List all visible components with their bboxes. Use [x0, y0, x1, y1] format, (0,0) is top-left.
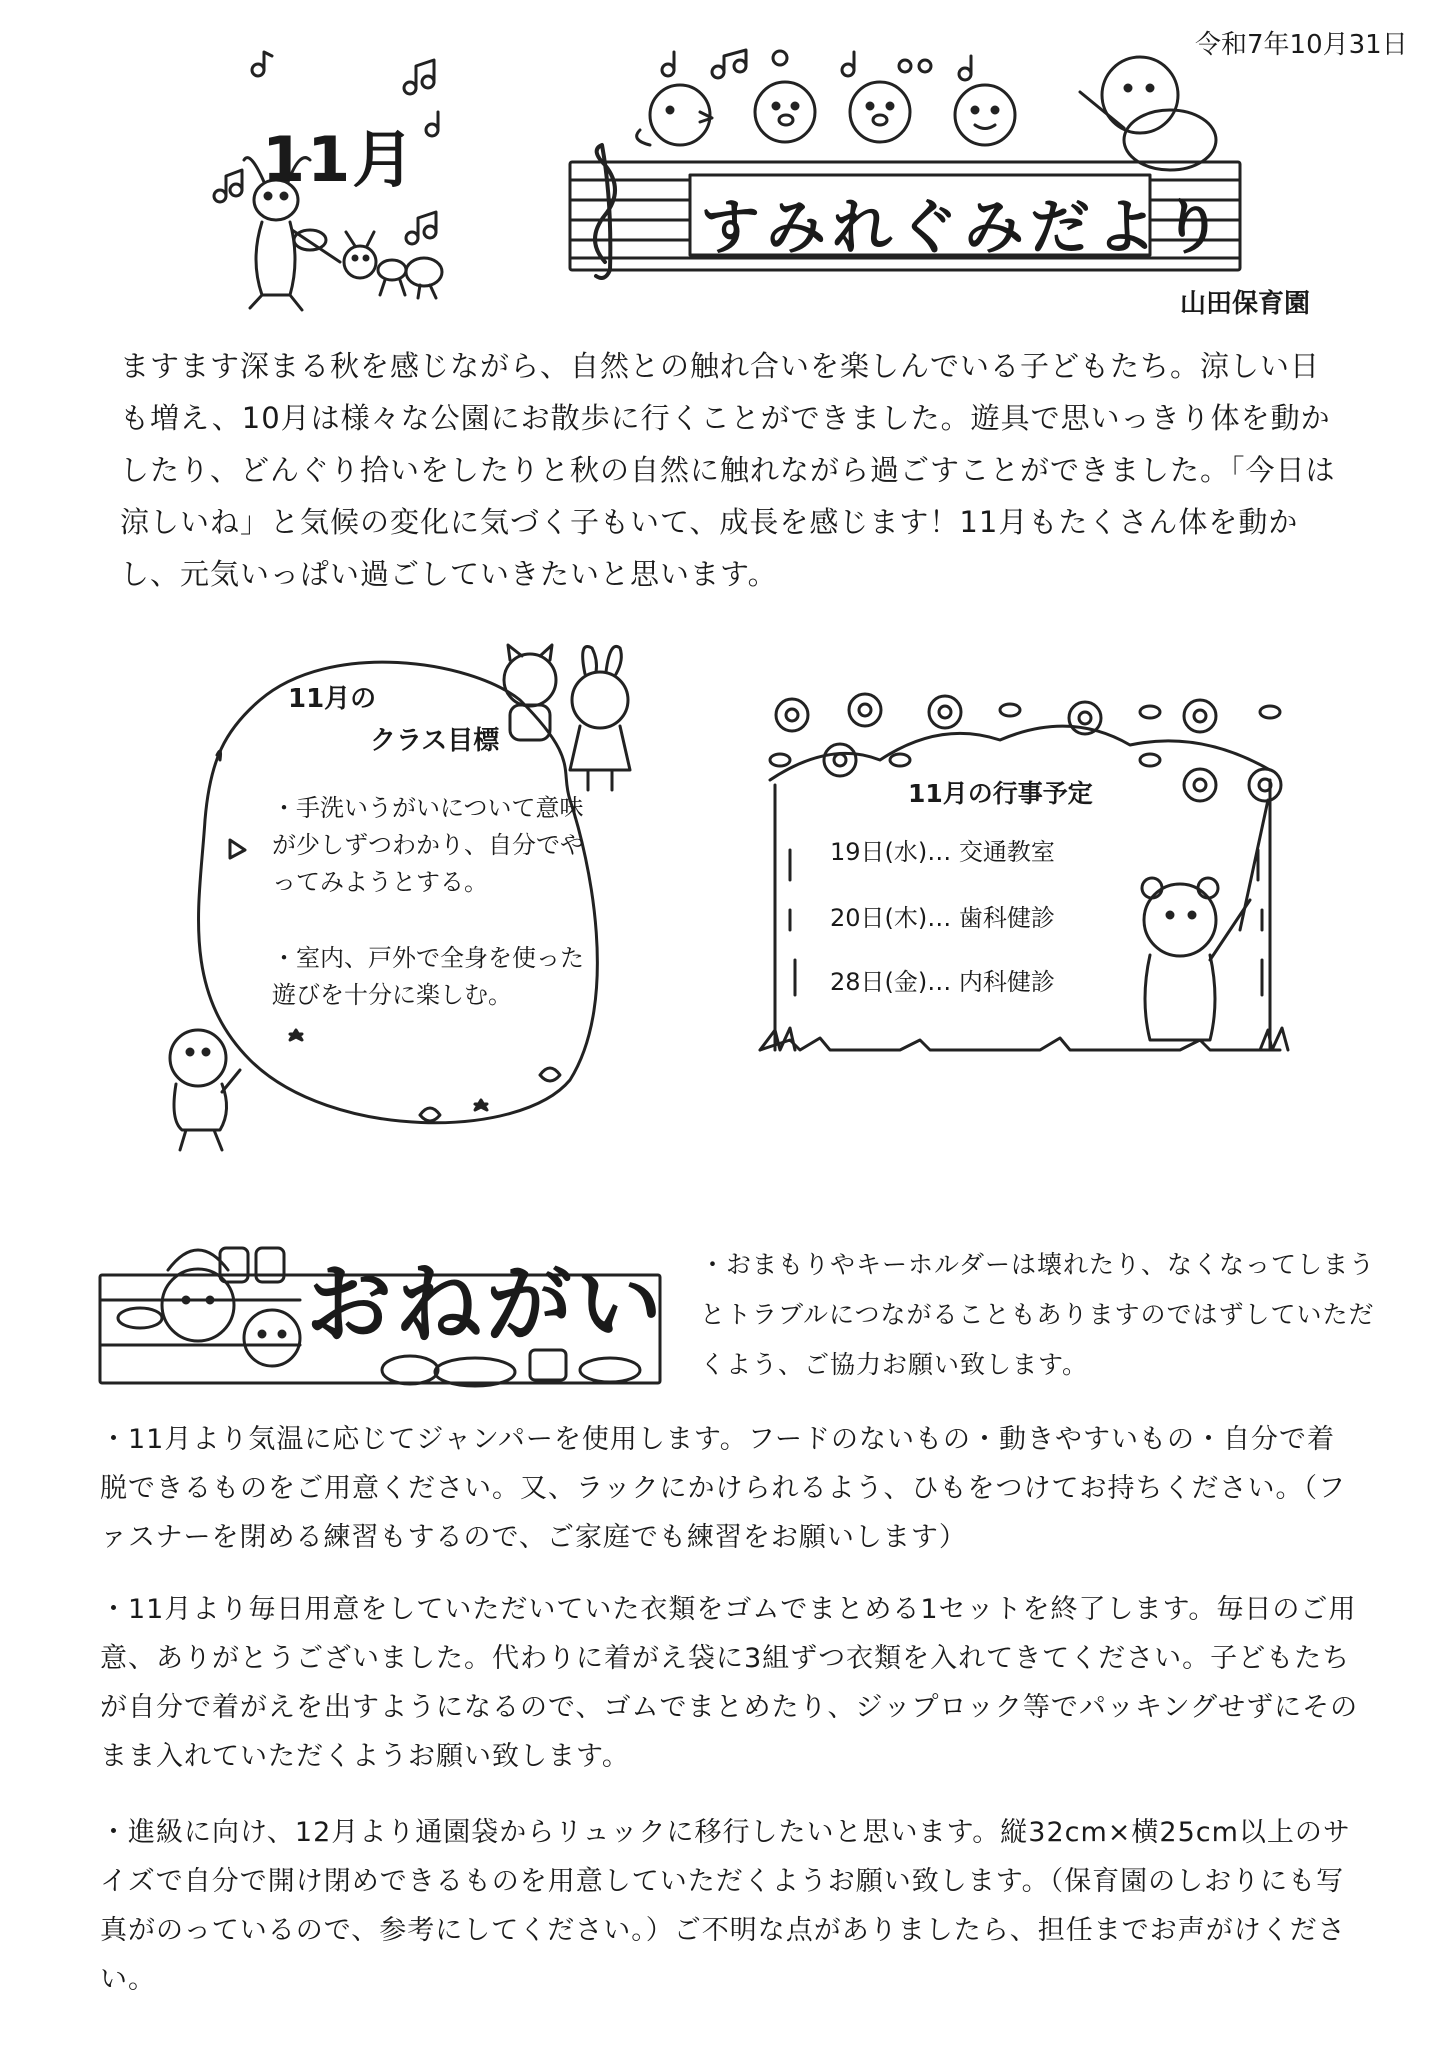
ant-icon	[344, 232, 442, 298]
request-item: ・11月より気温に応じてジャンパーを使用します。フードのないもの・動きやすいもの・自分で着脱できるものをご用意ください。又、ラックにかけられるよう、ひもをつけてお持ちください。（ファスナーを閉める練習もするので、ご家庭でも練習をお願いします）	[100, 1424, 1346, 1553]
bird-icon	[955, 85, 1015, 145]
bear-icon	[1142, 800, 1268, 1040]
bird-icon	[850, 82, 910, 142]
request-item: ・11月より毎日用意をしていただいていた衣類をゴムでまとめる1セットを終了します。毎日のご用意、ありがとうございました。代わりに着がえ袋に3組ずつ衣類を入れてきてください。子どもたちが自分で着がえを出すようになるので、ゴムでまとめたり、ジップロック等でパッキングせずにそのまま入れていただくようお願い致します。	[100, 1594, 1359, 1772]
class-goal-item: ・室内、戸外で全身を使った遊びを十分に楽しむ。	[272, 944, 584, 1009]
rabbit-icon	[570, 646, 630, 790]
music-note-icon	[426, 112, 438, 136]
music-note-icon	[404, 60, 434, 94]
issue-date: 令和7年10月31日	[1195, 30, 1408, 60]
newsletter-title: すみれぐみだより	[700, 193, 1228, 263]
requests-note: ・おまもりやキーホルダーは壊れたり、なくなってしまうとトラブルにつながることもありますのではずしていただくよう、ご協力お願い致します。	[700, 1250, 1376, 1379]
month-title: 11月	[262, 123, 417, 196]
class-goals-title-line2: クラス目標	[370, 726, 500, 756]
events-title: 11月の行事予定	[908, 779, 1093, 808]
event-item: 19日(水)… 交通教室	[830, 838, 1055, 866]
requests-title: おねがい	[306, 1255, 666, 1355]
school-name: 山田保育園	[1180, 289, 1311, 319]
class-goal-item: ・手洗いうがいについて意味が少しずつわかり、自分でやってみようとする。	[272, 794, 584, 896]
music-note-icon	[214, 170, 242, 202]
request-item: ・進級に向け、12月より通園袋からリュックに移行したいと思います。縦32cm×横25cm以上のサイズで自分で開け閉めできるものを用意していただくようお願い致します。（保育園のしおりにも写真がのっているので、参考にしてください。）ご不明な点がありましたら、担任までお声がけください。	[100, 1817, 1351, 1995]
event-item: 28日(金)… 内科健診	[830, 968, 1055, 996]
music-note-icon	[662, 50, 971, 80]
music-note-icon	[252, 52, 272, 76]
bird-icon	[637, 85, 712, 145]
bird-conductor-icon	[1080, 57, 1216, 170]
music-note-icon	[406, 212, 436, 244]
intro-paragraph: ますます深まる秋を感じながら、自然との触れ合いを楽しんでいる子どもたち。涼しい日も増え、10月は様々な公園にお散歩に行くことができました。遊具で思いっきり体を動かしたり、どんぐり拾いをしたりと秋の自然に触れながら過ごすことができました。「今日は涼しいね」と気候の変化に気づく子もいて、成長を感じます！11月もたくさん体を動かし、元気いっぱい過ごしていきたいと思います。	[120, 349, 1336, 591]
bird-icon	[755, 82, 815, 142]
child-icon	[170, 1030, 240, 1150]
event-item: 20日(木)… 歯科健診	[830, 904, 1055, 932]
class-goals-title-line1: 11月の	[288, 684, 377, 714]
